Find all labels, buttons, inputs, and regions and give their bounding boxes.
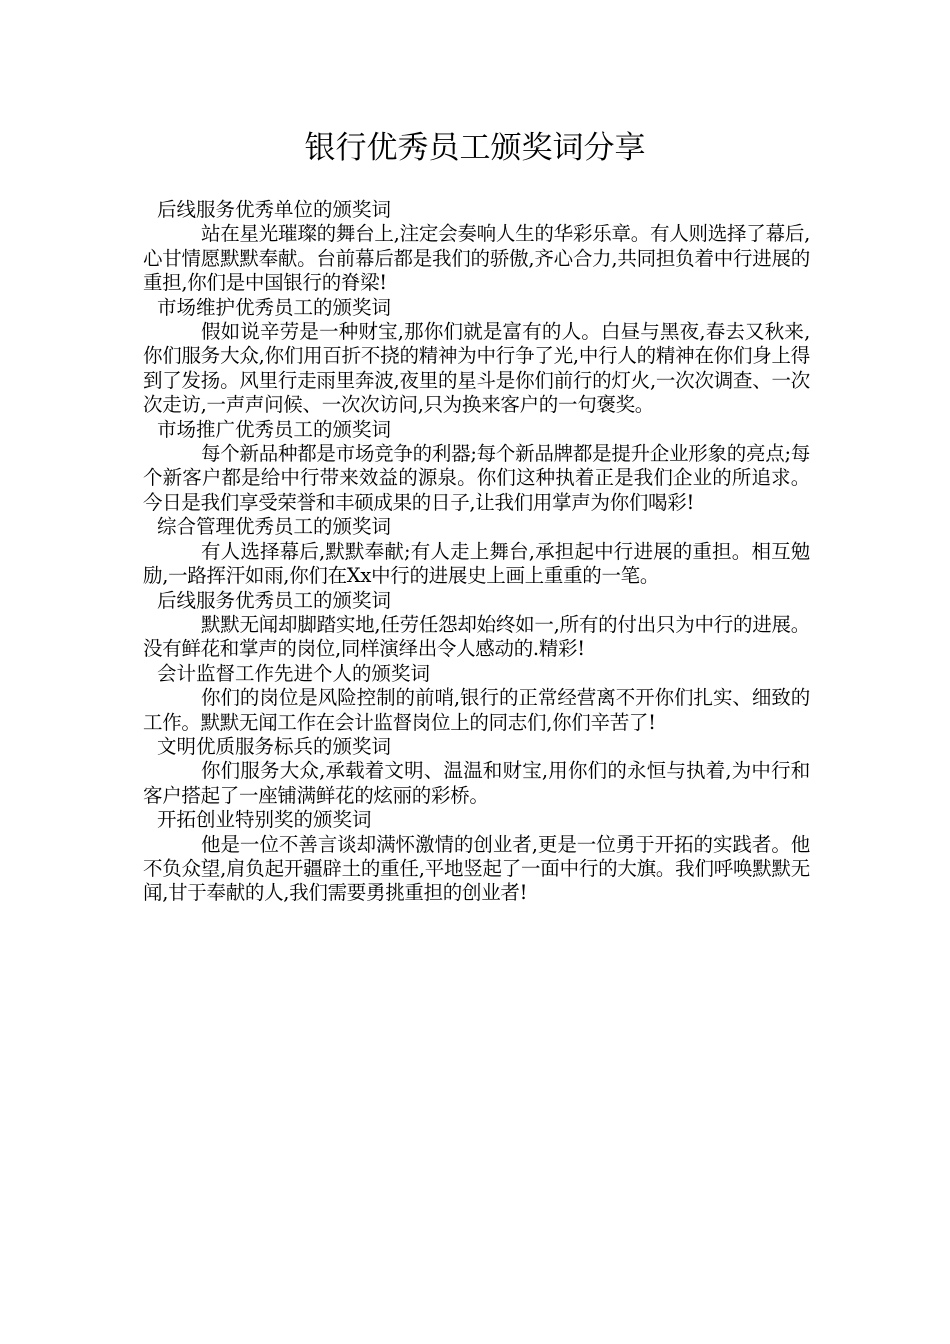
section-heading: 文明优质服务标兵的颁奖词: [157, 734, 392, 758]
section-4: [143, 515, 810, 588]
section-paragraph: 站在星光璀璨的舞台上,注定会奏响人生的华彩乐章。有人则选择了幕后,心甘情愿默默奉献。台前幕后都是我们的骄傲,齐心合力,共同担负着中行进展的重担,你们是中国银行的脊梁!: [143, 222, 810, 295]
section-paragraph: 默默无闻却脚踏实地,任劳任怨却始终如一,所有的付出只为中行的进展。没有鲜花和掌声的岗位,同样演绎出令人感动的.精彩!: [143, 612, 810, 661]
section-6: [143, 662, 810, 735]
section-paragraph: 每个新品种都是市场竞争的利器;每个新品牌都是提升企业形象的亮点;每个新客户都是给中行带来效益的源泉。你们这种执着正是我们企业的所追求。今日是我们享受荣誉和丰硕成果的日子,让我们用掌声为你们喝彩!: [143, 442, 810, 514]
section-3: [143, 418, 810, 516]
section-heading: 综合管理优秀员工的颁奖词: [157, 515, 392, 539]
section-heading: 会计监督工作先进个人的颁奖词: [157, 661, 431, 685]
section-heading: 开拓创业特别奖的颁奖词: [157, 808, 372, 832]
section-8: [143, 808, 810, 906]
section-paragraph: 他是一位不善言谈却满怀激情的创业者,更是一位勇于开拓的实践者。他不负众望,肩负起开疆辟土的重任,平地竖起了一面中行的大旗。我们呼唤默默无闻,甘于奉献的人,我们需要勇挑重担的创业者!: [143, 832, 810, 905]
section-heading: 市场维护优秀员工的颁奖词: [157, 295, 392, 319]
section-1: [143, 198, 810, 296]
document-title: 银行优秀员工颁奖词分享: [304, 130, 646, 166]
section-paragraph: 有人选择幕后,默默奉献;有人走上舞台,承担起中行进展的重担。相互勉励,一路挥汗如雨,你们在Xx中行的进展史上画上重重的一笔。: [143, 539, 810, 588]
document-body: [143, 198, 810, 906]
section-paragraph: 你们服务大众,承载着文明、温温和财宝,用你们的永恒与执着,为中行和客户搭起了一座铺满鲜花的炫丽的彩桥。: [143, 759, 810, 807]
section-heading: 后线服务优秀单位的颁奖词: [157, 198, 392, 221]
section-2: [143, 296, 810, 418]
section-heading: 后线服务优秀员工的颁奖词: [157, 588, 392, 612]
section-5: [143, 589, 810, 662]
section-heading: 市场推广优秀员工的颁奖词: [157, 417, 392, 441]
section-7: [143, 735, 810, 808]
section-paragraph: 假如说辛劳是一种财宝,那你们就是富有的人。白昼与黑夜,春去又秋来,你们服务大众,你们用百折不挠的精神为中行争了光,中行人的精神在你们身上得到了发扬。风里行走雨里奔波,夜里的星斗是你们前行的灯火,一次次调查、一次次走访,一声声问候、一次次访问,只为换来客户的一句褒奖。: [143, 320, 810, 417]
section-paragraph: 你们的岗位是风险控制的前哨,银行的正常经营离不开你们扎实、细致的工作。默默无闻工作在会计监督岗位上的同志们,你们辛苦了!: [143, 686, 810, 734]
